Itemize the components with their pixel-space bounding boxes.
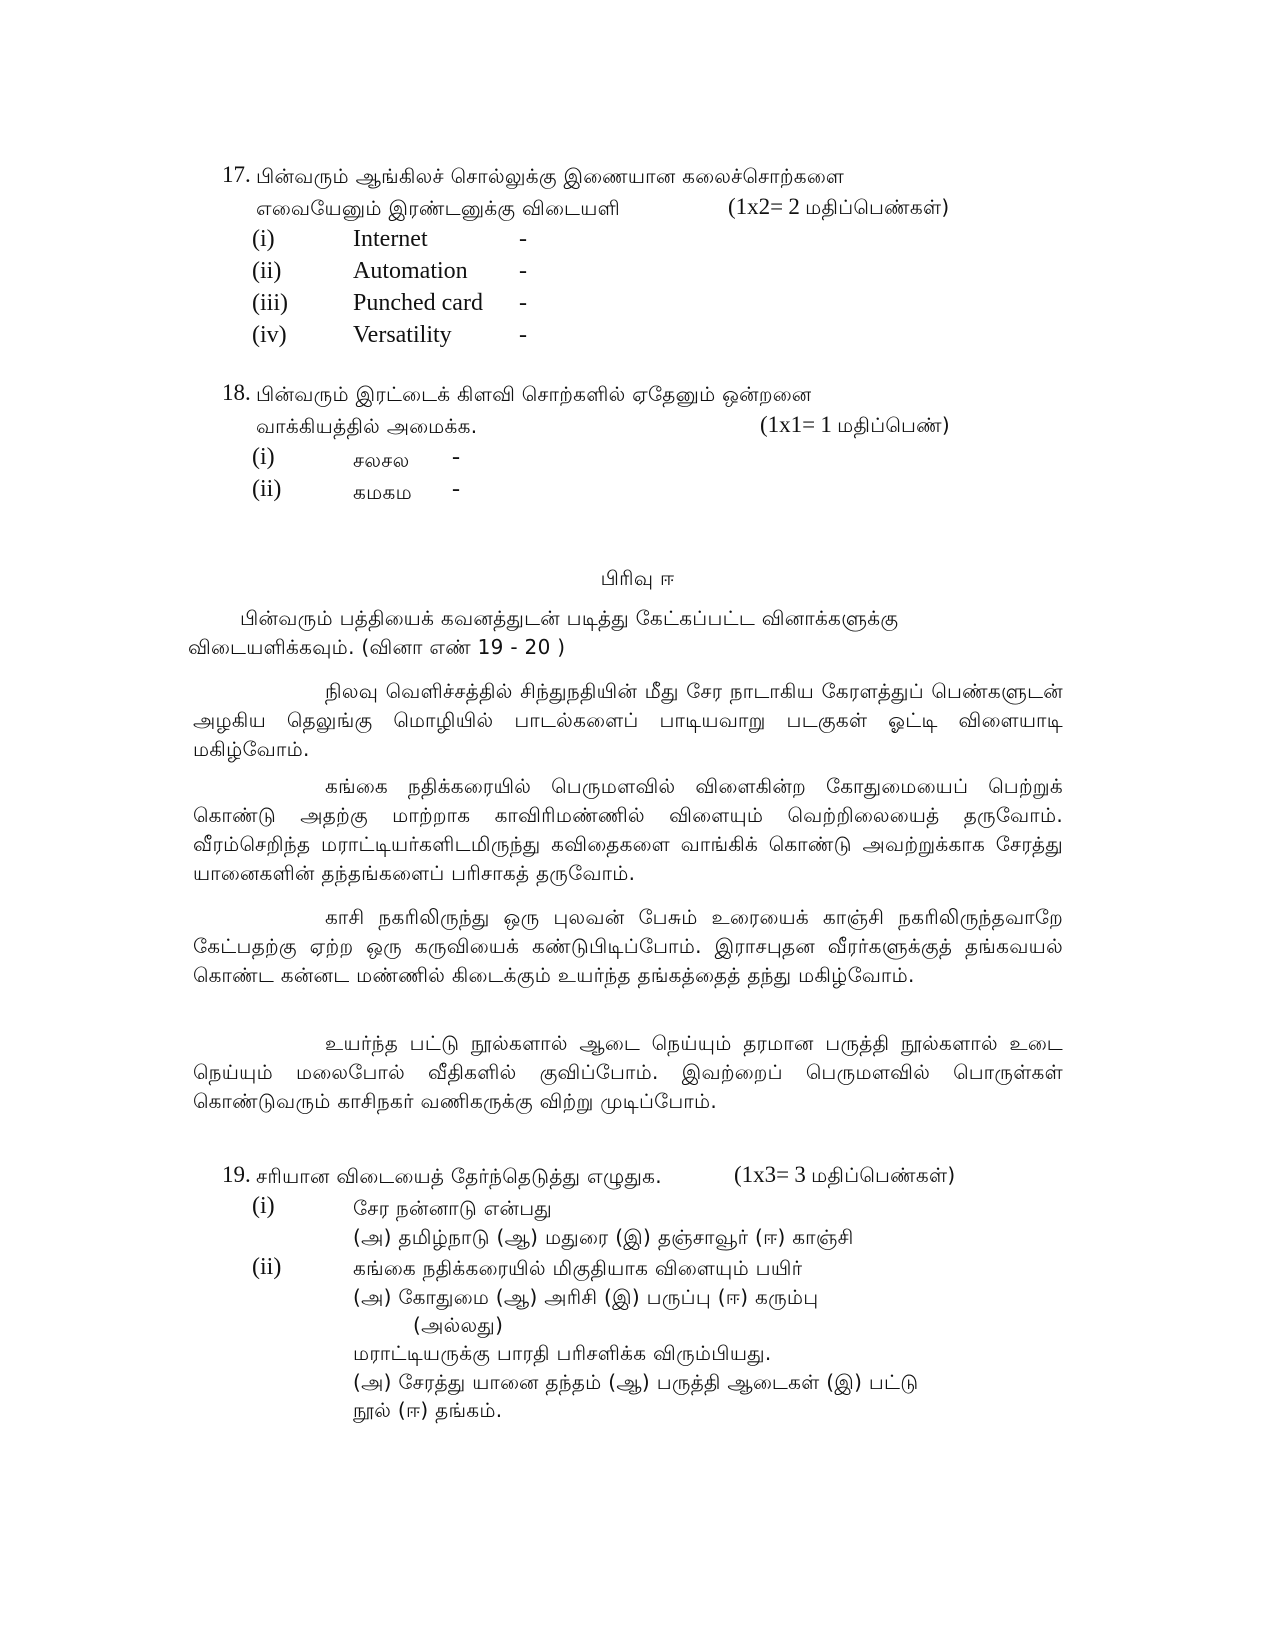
passage-paragraph-3 [193, 903, 1063, 990]
passage-paragraph-4 [193, 1029, 1063, 1116]
subquestion-roman: (i) [252, 1193, 275, 1219]
item-dash: - [519, 290, 527, 316]
item-roman: (ii) [252, 258, 282, 284]
section-instruction-line-2: விடையளிக்கவும். (வினா எண் 19 - 20 ) [188, 635, 566, 659]
marks-value: 3 [794, 1162, 806, 1187]
passage-paragraph-2 [193, 772, 1063, 888]
subquestion-text: கங்கை நதிக்கரையில் மிகுதியாக விளையும் பயிர் [353, 1256, 803, 1280]
marks-label [728, 194, 949, 222]
marks-word: மதிப்பெண்) [837, 413, 951, 437]
item-dash: - [452, 444, 460, 470]
section-instruction-line-1: பின்வரும் பத்தியைக் கவனத்துடன் படித்து கேட்கப்பட்ட வினாக்களுக்கு [240, 606, 899, 630]
item-term: கமகம [353, 480, 412, 504]
or-label: (அல்லது) [413, 1313, 504, 1337]
question-text-line-1: பின்வரும் ஆங்கிலச் சொல்லுக்கு இணையான கலைச்சொற்களை [256, 164, 845, 188]
item-roman: (i) [252, 444, 275, 470]
passage-paragraph-1 [193, 677, 1063, 764]
question-number: 17. [222, 162, 251, 187]
passage-text: காசி நகரிலிருந்து ஒரு புலவன் பேசும் உரையைக் காஞ்சி நகரிலிருந்தவாறே கேட்பதற்கு ஏற்ற ஒரு கருவியைக் கண்டுபிடிப்போம். இராசபுதன வீரர்களுக்குத் தங்கவயல் கொண்ட கன்னட மண்ணில் கிடைக்கும் உயர்ந்த தங்கத்தைத் தந்து மகிழ்வோம். [193, 905, 1063, 987]
item-term: Internet [353, 226, 428, 252]
item-roman: (i) [252, 226, 275, 252]
passage-text: உயர்ந்த பட்டு நூல்களால் ஆடை நெய்யும் தரமான பருத்தி நூல்களால் உடை நெய்யும் மலைபோல் வீதிகளில் குவிப்போம். இவற்றைப் பெருமளவில் பொருள்கள் கொண்டுவரும் காசிநகர் வணிகருக்கு விற்று முடிப்போம். [193, 1031, 1063, 1113]
question-text-line-1: பின்வரும் இரட்டைக் கிளவி சொற்களில் ஏதேனும் ஒன்றனை [256, 382, 812, 406]
item-roman: (ii) [252, 476, 282, 502]
item-term: Automation [353, 258, 468, 284]
item-roman: (iv) [252, 322, 287, 348]
question-text-line-2: வாக்கியத்தில் அமைக்க. [256, 414, 478, 438]
item-term: Punched card [353, 290, 483, 316]
subquestion-alt-options-line-1: (அ) சேரத்து யானை தந்தம் (ஆ) பருத்தி ஆடைகள் (இ) பட்டு [353, 1370, 919, 1394]
subquestion-alt-options-line-2: நூல் (ஈ) தங்கம். [353, 1398, 503, 1422]
marks-label [760, 412, 950, 440]
marks-formula: (1x2= [728, 194, 784, 219]
subquestion-text: சேர நன்னாடு என்பது [353, 1196, 553, 1220]
item-dash: - [519, 226, 527, 252]
passage-text: கங்கை நதிக்கரையில் பெருமளவில் விளைகின்ற கோதுமையைப் பெற்றுக் கொண்டு அதற்கு மாற்றாக காவிரிமண்ணில் விளையும் வெற்றிலையைத் தருவோம். வீரம்செறிந்த மராட்டியர்களிடமிருந்து கவிதைகளை வாங்கிக் கொண்டு அவற்றுக்காக சேரத்து யானைகளின் தந்தங்களைப் பரிசாகத் தருவோம். [193, 774, 1063, 885]
subquestion-roman: (ii) [252, 1254, 282, 1280]
item-dash: - [452, 476, 460, 502]
marks-label [734, 1162, 955, 1190]
item-dash: - [519, 258, 527, 284]
subquestion-alt-text: மராட்டியருக்கு பாரதி பரிசளிக்க விரும்பியது. [353, 1341, 772, 1365]
item-term: சலசல [353, 448, 410, 472]
passage-text: நிலவு வெளிச்சத்தில் சிந்துநதியின் மீது சேர நாடாகிய கேரளத்துப் பெண்களுடன் அழகிய தெலுங்கு மொழியில் பாடல்களைப் பாடியவாறு படகுகள் ஓட்டி விளையாடி மகிழ்வோம். [193, 679, 1063, 761]
subquestion-options: (அ) கோதுமை (ஆ) அரிசி (இ) பருப்பு (ஈ) கரும்பு [353, 1285, 819, 1309]
marks-value: 1 [820, 412, 832, 437]
marks-value: 2 [788, 194, 800, 219]
item-dash: - [519, 322, 527, 348]
marks-word: மதிப்பெண்கள்) [805, 195, 950, 219]
section-title: பிரிவு ஈ [600, 566, 675, 590]
item-roman: (iii) [252, 290, 288, 316]
question-text: சரியான விடையைத் தேர்ந்தெடுத்து எழுதுக. [256, 1164, 662, 1188]
item-term: Versatility [353, 322, 452, 348]
subquestion-options: (அ) தமிழ்நாடு (ஆ) மதுரை (இ) தஞ்சாவூர் (ஈ) காஞ்சி [353, 1225, 854, 1249]
question-text-line-2: எவையேனும் இரண்டனுக்கு விடையளி [256, 196, 621, 220]
marks-word: மதிப்பெண்கள்) [811, 1163, 956, 1187]
marks-formula: (1x3= [734, 1162, 790, 1187]
question-number: 19. [222, 1162, 251, 1187]
marks-formula: (1x1= [760, 412, 816, 437]
question-number: 18. [222, 380, 251, 405]
